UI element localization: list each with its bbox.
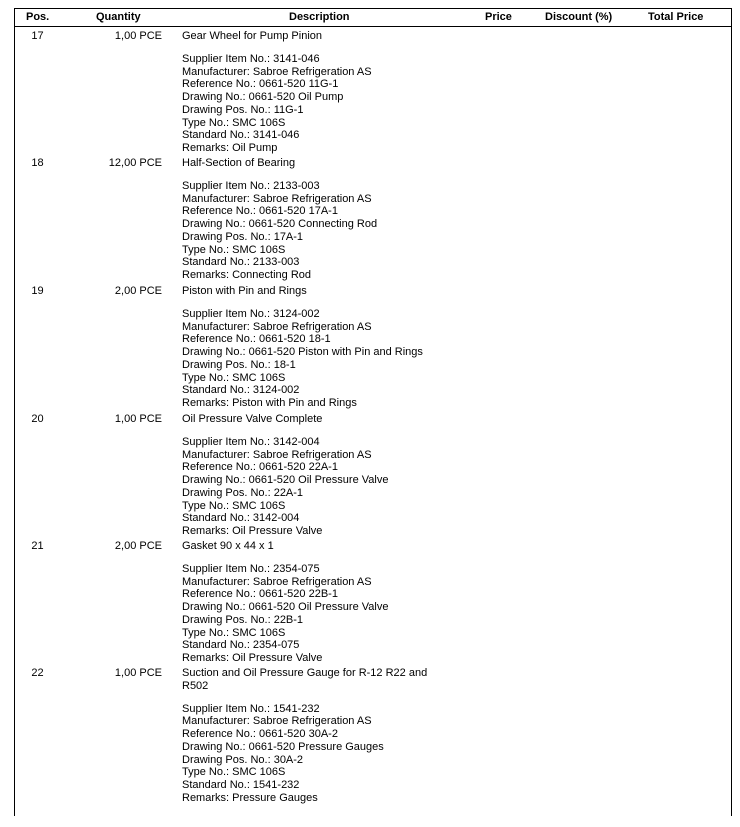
detail-line: Drawing Pos. No.: 18-1	[182, 358, 296, 371]
row-title: Gasket 90 x 44 x 1	[182, 540, 274, 552]
header-description: Description	[289, 11, 350, 23]
detail-line: Drawing No.: 0661-520 Oil Pump	[182, 91, 344, 103]
detail-line: Manufacturer: Sabroe Refrigeration AS	[182, 320, 372, 333]
detail-line: Drawing Pos. No.: 30A-2	[182, 753, 304, 766]
row-details	[182, 53, 450, 155]
row-description	[182, 667, 450, 805]
detail-line: Remarks: Oil Pressure Valve	[182, 652, 323, 664]
row-quantity: 12,00 PCE	[108, 157, 162, 169]
row-details	[182, 436, 450, 538]
row-title: Gear Wheel for Pump Pinion	[182, 30, 323, 42]
row-pos: 19	[31, 285, 44, 297]
detail-line: Type No.: SMC 106S	[182, 116, 286, 129]
detail-line: Drawing No.: 0661-520 Oil Pressure Valve	[182, 474, 389, 486]
row-description	[182, 285, 450, 410]
detail-line: Manufacturer: Sabroe Refrigeration AS	[182, 192, 372, 205]
detail-line: Reference No.: 0661-520 11G-1	[182, 78, 339, 91]
table-row	[14, 285, 732, 413]
row-quantity: 2,00 PCE	[114, 540, 162, 552]
detail-line: Reference No.: 0661-520 22B-1	[182, 588, 338, 601]
detail-line: Remarks: Pressure Gauges	[182, 791, 318, 804]
row-quantity: 1,00 PCE	[114, 413, 162, 425]
detail-line: Standard No.: 3142-004	[182, 512, 300, 525]
table-row	[14, 413, 732, 540]
detail-line: Standard No.: 2133-003	[182, 256, 300, 269]
table-body	[14, 30, 732, 827]
detail-line: Supplier Item No.: 3141-046	[182, 52, 320, 65]
header-price: Price	[485, 11, 512, 23]
detail-line: Supplier Item No.: 2354-075	[182, 562, 320, 575]
row-details	[182, 308, 450, 410]
detail-line: Standard No.: 3141-046	[182, 129, 300, 142]
row-pos: 21	[31, 540, 44, 552]
table-row	[14, 667, 732, 827]
detail-line: Manufacturer: Sabroe Refrigeration AS	[182, 575, 372, 588]
detail-line: Manufacturer: Sabroe Refrigeration AS	[182, 715, 372, 728]
row-description	[182, 413, 450, 538]
row-description	[182, 157, 450, 282]
row-title: Suction and Oil Pressure Gauge for R-12 R22 and R502	[182, 667, 428, 692]
table-header	[14, 8, 732, 27]
detail-line: Standard No.: 1541-232	[182, 779, 300, 791]
detail-line: Remarks: Connecting Rod	[182, 269, 312, 281]
row-quantity: 2,00 PCE	[114, 285, 162, 297]
header-pos: Pos.	[26, 11, 50, 23]
row-title: Piston with Pin and Rings	[182, 285, 307, 297]
row-title: Oil Pressure Valve Complete	[182, 413, 323, 425]
row-pos: 22	[31, 667, 44, 679]
row-details	[182, 563, 450, 665]
detail-line: Drawing No.: 0661-520 Connecting Rod	[182, 218, 378, 230]
detail-line: Drawing Pos. No.: 11G-1	[182, 103, 304, 116]
detail-line: Drawing No.: 0661-520 Oil Pressure Valve	[182, 601, 389, 613]
detail-line: Manufacturer: Sabroe Refrigeration AS	[182, 448, 372, 461]
detail-line: Supplier Item No.: 2133-003	[182, 179, 320, 192]
detail-line: Supplier Item No.: 1541-232	[182, 702, 320, 715]
detail-line: Type No.: SMC 106S	[182, 499, 286, 512]
row-quantity: 1,00 PCE	[114, 30, 162, 42]
detail-line: Drawing Pos. No.: 17A-1	[182, 230, 304, 243]
detail-line: Remarks: Piston with Pin and Rings	[182, 397, 357, 409]
detail-line: Drawing Pos. No.: 22B-1	[182, 613, 304, 626]
detail-line: Drawing No.: 0661-520 Pressure Gauges	[182, 740, 384, 753]
detail-line: Supplier Item No.: 3142-004	[182, 435, 320, 448]
row-pos: 20	[31, 413, 44, 425]
header-discount: Discount (%)	[545, 11, 613, 23]
detail-line: Manufacturer: Sabroe Refrigeration AS	[182, 65, 372, 78]
table-row	[14, 157, 732, 285]
row-details	[182, 703, 450, 805]
detail-line: Type No.: SMC 106S	[182, 243, 286, 256]
detail-line: Type No.: SMC 106S	[182, 371, 286, 384]
header-quantity: Quantity	[96, 11, 141, 23]
detail-line: Supplier Item No.: 3124-002	[182, 307, 320, 320]
row-title: Half-Section of Bearing	[182, 157, 296, 169]
detail-line: Reference No.: 0661-520 18-1	[182, 333, 331, 346]
detail-line: Remarks: Oil Pump	[182, 142, 278, 154]
row-pos: 18	[31, 157, 44, 169]
detail-line: Reference No.: 0661-520 17A-1	[182, 205, 338, 218]
detail-line: Remarks: Oil Pressure Valve	[182, 525, 323, 537]
detail-line: Standard No.: 3124-002	[182, 384, 300, 397]
row-description	[182, 30, 450, 155]
table-row	[14, 30, 732, 157]
row-description	[182, 540, 450, 665]
detail-line: Drawing No.: 0661-520 Piston with Pin and Rings	[182, 346, 423, 358]
row-pos: 17	[31, 30, 44, 42]
table-row	[14, 540, 732, 667]
detail-line: Reference No.: 0661-520 22A-1	[182, 461, 338, 474]
detail-line: Drawing Pos. No.: 22A-1	[182, 486, 304, 499]
detail-line: Standard No.: 2354-075	[182, 639, 300, 652]
detail-line: Reference No.: 0661-520 30A-2	[182, 728, 338, 740]
detail-line: Type No.: SMC 106S	[182, 626, 286, 639]
detail-line: Type No.: SMC 106S	[182, 766, 286, 779]
header-total-price: Total Price	[648, 11, 704, 23]
row-quantity: 1,00 PCE	[114, 667, 162, 679]
row-details	[182, 180, 450, 282]
